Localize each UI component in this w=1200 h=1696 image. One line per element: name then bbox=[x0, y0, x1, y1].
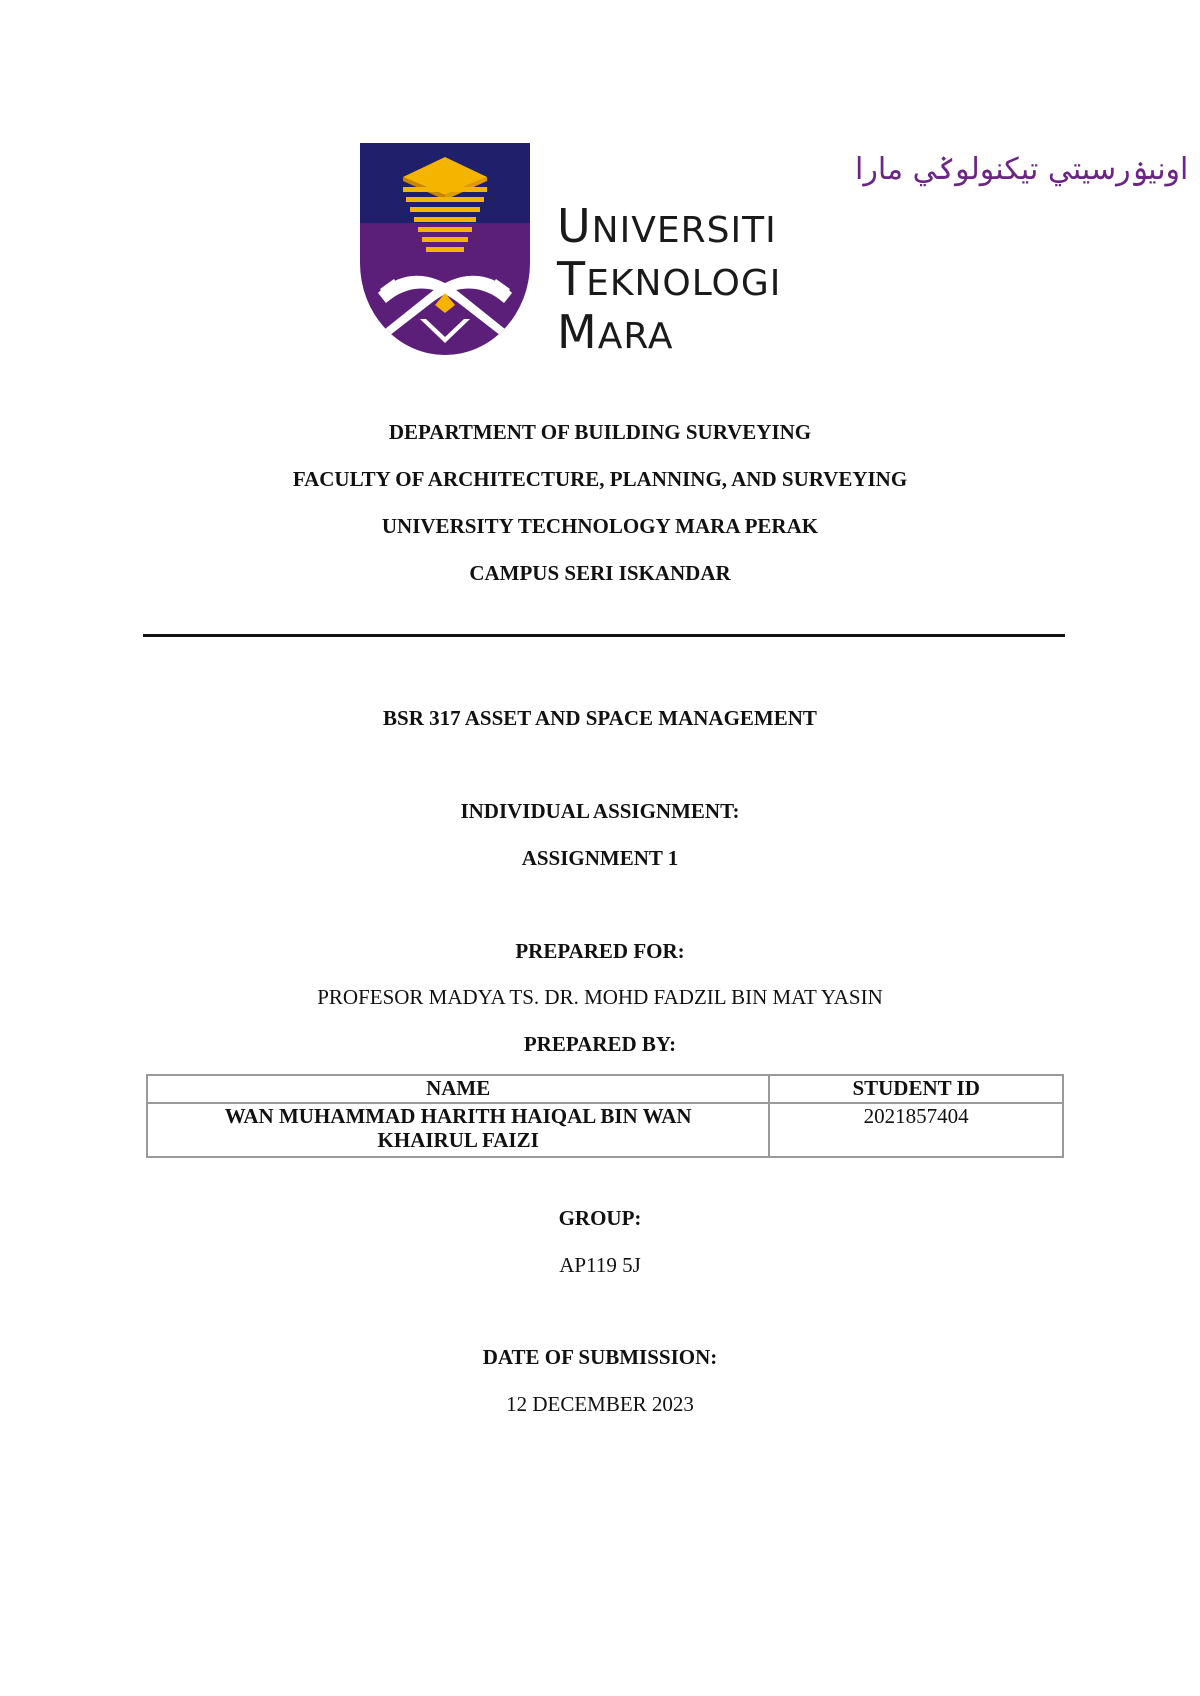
uitm-shield-icon bbox=[360, 143, 530, 355]
course-title: BSR 317 ASSET AND SPACE MANAGEMENT bbox=[383, 706, 817, 730]
submission-label: DATE OF SUBMISSION: bbox=[482, 1345, 718, 1369]
wordmark-line-1 bbox=[557, 199, 777, 253]
column-header-name: NAME bbox=[147, 1075, 769, 1103]
assignment-type: INDIVIDUAL ASSIGNMENT: bbox=[460, 799, 740, 823]
group-label: GROUP: bbox=[558, 1206, 642, 1230]
submission-date: 12 DECEMBER 2023 bbox=[506, 1392, 694, 1416]
department-name: DEPARTMENT OF BUILDING SURVEYING bbox=[388, 420, 812, 444]
student-name-cell bbox=[147, 1103, 769, 1157]
author-table bbox=[146, 1074, 1064, 1158]
jawi-text: اونيۏرسيتي تيكنولوݢي مارا bbox=[855, 152, 1189, 187]
prepared-for-label: PREPARED FOR: bbox=[515, 939, 685, 963]
header-divider bbox=[143, 634, 1065, 637]
assignment-name: ASSIGNMENT 1 bbox=[521, 846, 679, 870]
prepared-by-label: PREPARED BY: bbox=[523, 1032, 677, 1056]
wordmark-line-3 bbox=[557, 305, 674, 359]
wordmark-text-3-rest: ARA bbox=[597, 316, 674, 357]
faculty-name: FACULTY OF ARCHITECTURE, PLANNING, AND SURVEYING bbox=[292, 467, 908, 491]
table-row bbox=[147, 1103, 1063, 1157]
student-name-line-1: WAN MUHAMMAD HARITH HAIQAL BIN WAN bbox=[224, 1104, 692, 1128]
table-header-row bbox=[147, 1075, 1063, 1103]
wordmark-text-2-rest: EKNOLOGI bbox=[586, 263, 782, 304]
column-header-student-id: STUDENT ID bbox=[769, 1075, 1063, 1103]
wordmark-line-2 bbox=[557, 252, 782, 306]
wordmark-text-2-initial: T bbox=[557, 252, 587, 306]
student-id-cell: 2021857404 bbox=[769, 1103, 1063, 1157]
group-value: AP119 5J bbox=[559, 1253, 641, 1277]
wordmark-text-3-initial: M bbox=[557, 305, 598, 359]
campus-name: CAMPUS SERI ISKANDAR bbox=[469, 561, 731, 585]
wordmark-text-1-rest: NIVERSITI bbox=[591, 210, 777, 251]
jawi-script-logo bbox=[557, 143, 1189, 191]
university-logo bbox=[360, 143, 1189, 359]
university-wordmark bbox=[557, 143, 1189, 359]
prepared-for-name: PROFESOR MADYA TS. DR. MOHD FADZIL BIN MAT YASIN bbox=[317, 985, 883, 1009]
student-name-line-2: KHAIRUL FAIZI bbox=[377, 1128, 539, 1152]
university-name: UNIVERSITY TECHNOLOGY MARA PERAK bbox=[381, 514, 819, 538]
wordmark-text-1-initial: U bbox=[557, 199, 592, 253]
